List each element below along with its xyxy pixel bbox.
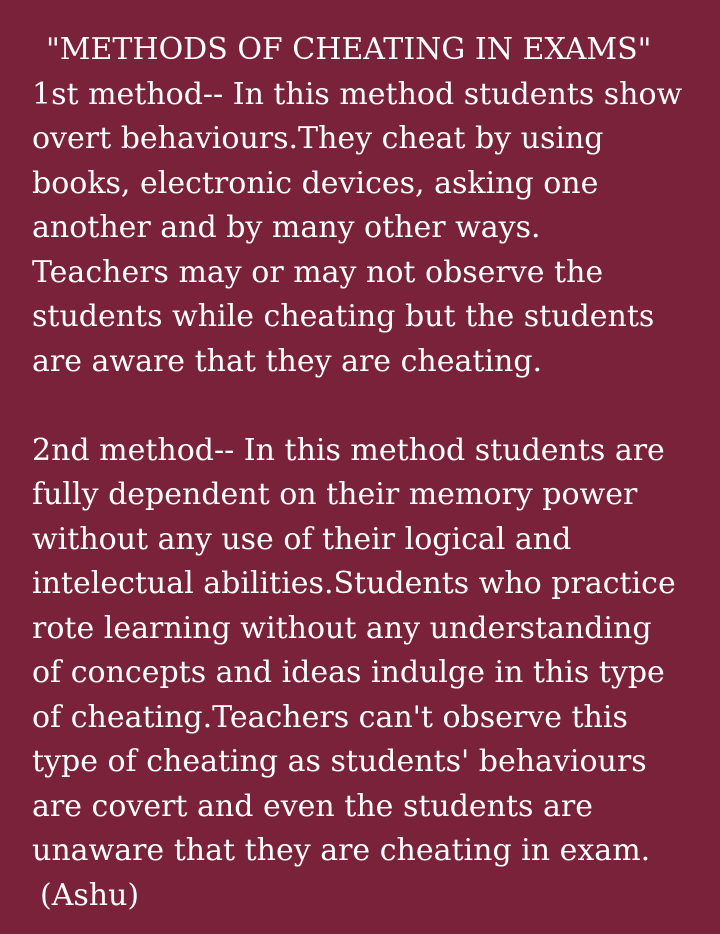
paragraph-first-method: [32, 73, 700, 385]
paragraph-line: intelectual abilities.Students who practice: [32, 566, 676, 601]
paragraph-line: of concepts and ideas indulge in this type: [32, 655, 665, 690]
paragraph-line: rote learning without any understanding: [32, 610, 652, 646]
paragraph-line: are covert and even the students are: [32, 788, 593, 824]
paragraph-spacer: [32, 384, 700, 429]
paragraph-line: fully dependent on their memory power: [32, 477, 638, 512]
paragraph-second-method: [32, 429, 700, 874]
paragraph-line: another and by many other ways.: [32, 210, 541, 245]
author-signature: (Ashu): [40, 877, 140, 913]
paragraph-line: 1st method-- In this method students show: [32, 76, 683, 112]
paragraph-line: without any use of their logical and: [32, 521, 572, 557]
paragraph-line: 2nd method-- In this method students are: [32, 432, 665, 468]
post-title: "METHODS OF CHEATING IN EXAMS": [46, 32, 652, 67]
paragraph-line: Teachers may or may not observe the: [32, 254, 604, 290]
paragraph-line: are aware that they are cheating.: [32, 343, 543, 379]
paragraph-line: unaware that they are cheating in exam.: [32, 833, 651, 868]
paragraph-line: type of cheating as students' behaviours: [32, 744, 647, 779]
paragraph-line: students while cheating but the students: [32, 299, 655, 334]
paragraph-line: overt behaviours.They cheat by using: [32, 121, 604, 156]
paragraph-line: of cheating.Teachers can't observe this: [32, 699, 628, 735]
paragraph-line: books, electronic devices, asking one: [32, 165, 599, 201]
